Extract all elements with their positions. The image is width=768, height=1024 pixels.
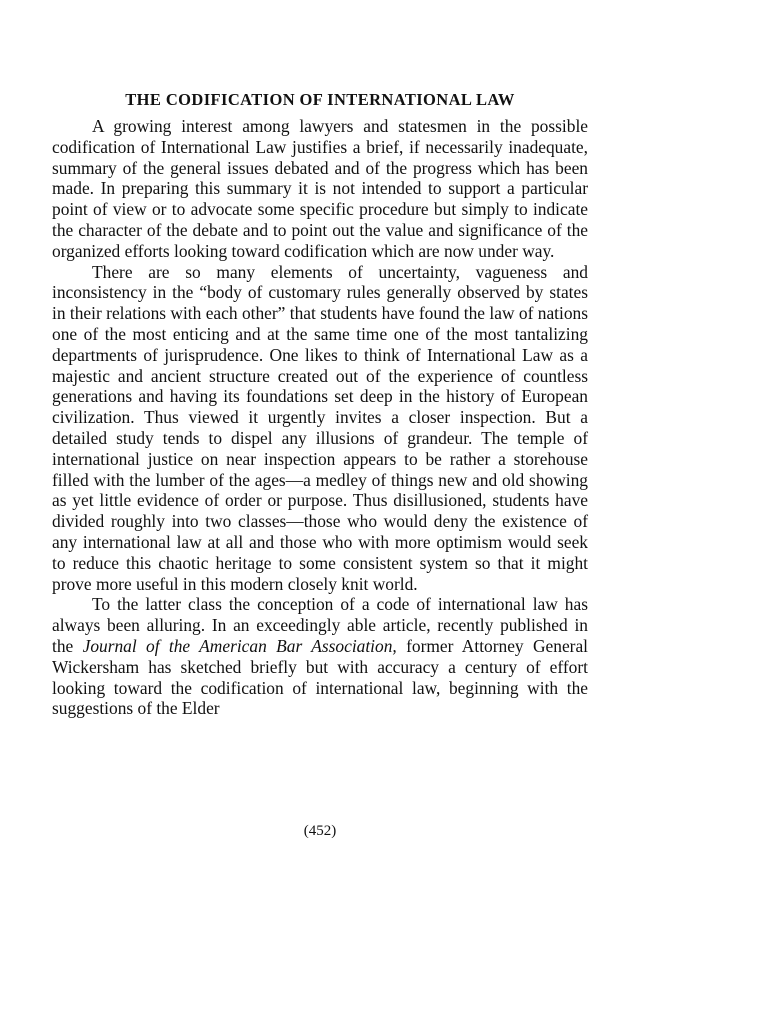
paragraph-2: There are so many elements of uncertainty, vagueness and inconsistency in the “body of customary rules generally observed by states in their relations with each other” that students have found the law of nations one of the most enticing and at the same time one of the most tantalizing departments of jurisprudence. One likes to think of International Law as a majestic and ancient structure created out of the experience of countless generations and having its foundations set deep in the history of European civilization. Thus viewed it urgently invites a closer inspection. But a detailed study tends to dispel any illusions of grandeur. The temple of international justice on near inspection appears to be rather a storehouse filled with the lumber of the ages—a medley of things new and old showing as yet little evidence of order or purpose. Thus disillusioned, students have divided roughly into two classes—those who would deny the existence of any international law at all and those who with more optimism would seek to reduce this chaotic heritage to some consistent system so that it might prove more useful in this modern closely knit world. bbox=[52, 261, 588, 594]
document-page bbox=[52, 88, 589, 839]
paragraph-3-text-end: former Attorney General Wickersham has sketched briefly but with accuracy a century of effort looking toward the codification of international law, beginning with the suggestions of the Elder bbox=[52, 635, 589, 719]
paragraph-1: A growing interest among lawyers and statesmen in the possible codification of International Law justifies a brief, if necessarily inadequate, summary of the general issues debated and of the progress which has been made. In preparing this summary it is not intended to support a particular point of view or to advocate some specific procedure but simply to indicate the character of the debate and to point out the value and significance of the organized efforts looking toward codification which are now under way. bbox=[52, 116, 588, 261]
journal-title: Journal of the American Bar Association, bbox=[82, 635, 397, 656]
paragraph-3 bbox=[52, 594, 588, 719]
paragraph-3-text-start: To the latter class the conception of a code of international law has always been alluring. In an exceedingly able article, recently published in the bbox=[52, 594, 588, 656]
article-title: THE CODIFICATION OF INTERNATIONAL LAW bbox=[125, 90, 515, 109]
page-number: (452) bbox=[303, 823, 337, 839]
